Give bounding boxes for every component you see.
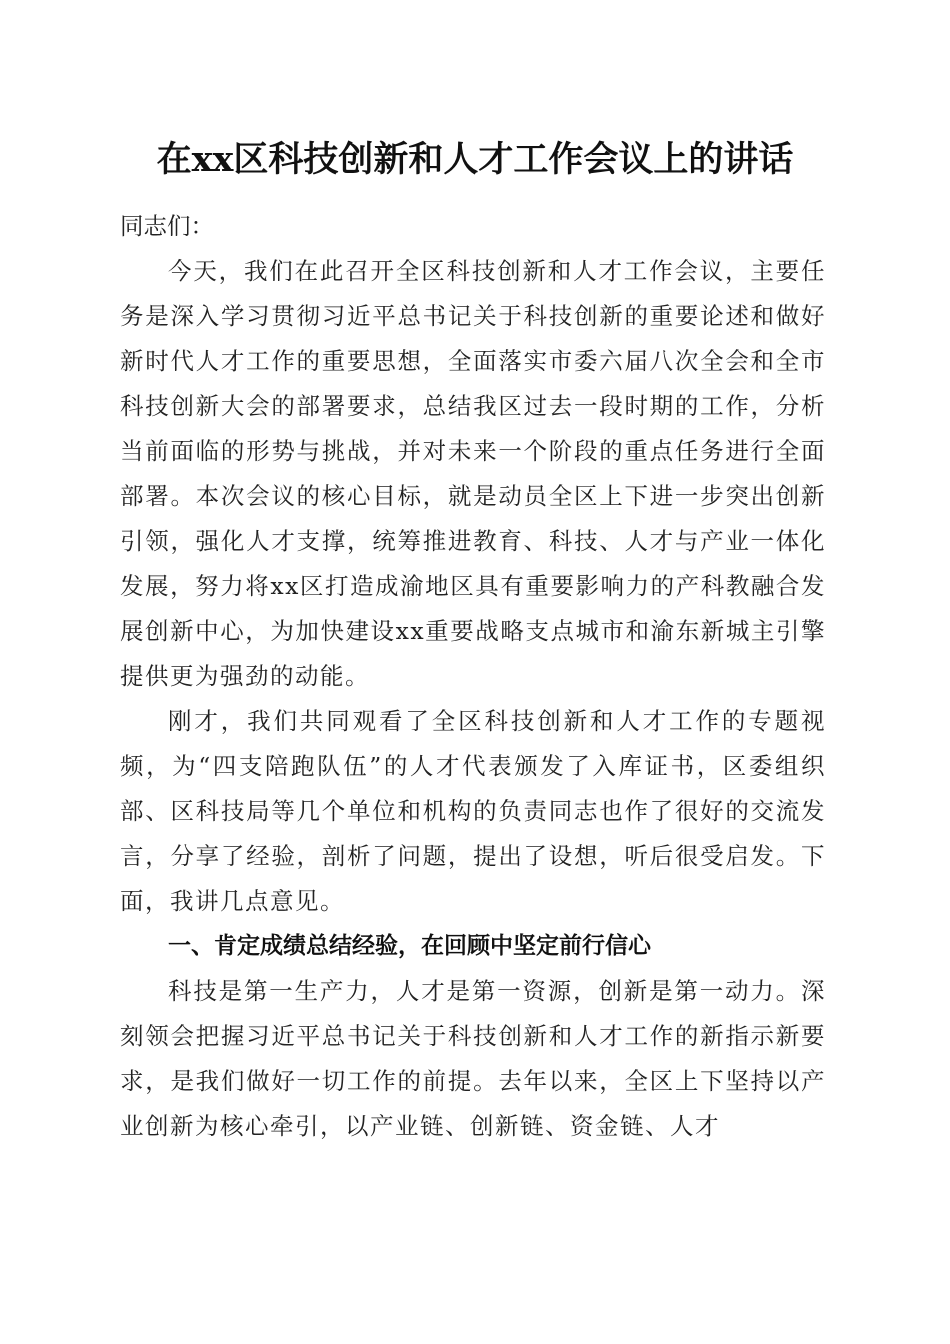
paragraph-review: 刚才，我们共同观看了全区科技创新和人才工作的专题视频，为“四支陪跑队伍”的人才代表颁发了入库证书，区委组织部、区科技局等几个单位和机构的负责同志也作了很好的交流发言，分享了经验，剖析了问题，提出了设想，听后很受启发。下面，我讲几点意见。 (120, 707, 826, 915)
salutation: 同志们： (120, 212, 214, 240)
paragraph-opening: 今天，我们在此召开全区科技创新和人才工作会议，主要任务是深入学习贯彻习近平总书记关于科技创新的重要论述和做好新时代人才工作的重要思想，全面落实市委六届八次全会和全市科技创新大会的部署要求，总结我区过去一段时期的工作，分析当前面临的形势与挑战，并对未来一个阶段的重点任务进行全面部署。本次会议的核心目标，就是动员全区上下进一步突出创新引领，强化人才支撑，统筹推进教育、科技、人才与产业一体化发展，努力将xx区打造成渝地区具有重要影响力的产科教融合发展创新中心，为加快建设xx重要战略支点城市和渝东新城主引擎提供更为强劲的动能。 (120, 257, 826, 690)
paragraph-section-one: 科技是第一生产力，人才是第一资源，创新是第一动力。深刻领会把握习近平总书记关于科技创新和人才工作的新指示新要求，是我们做好一切工作的前提。去年以来，全区上下坚持以产业创新为核心牵引，以产业链、创新链、资金链、人才 (120, 977, 826, 1140)
document-body (120, 204, 826, 1149)
document-title: 在xx区科技创新和人才工作会议上的讲话 (156, 139, 794, 180)
section-heading: 一、肯定成绩总结经验，在回顾中坚定前行信心 (168, 933, 651, 959)
